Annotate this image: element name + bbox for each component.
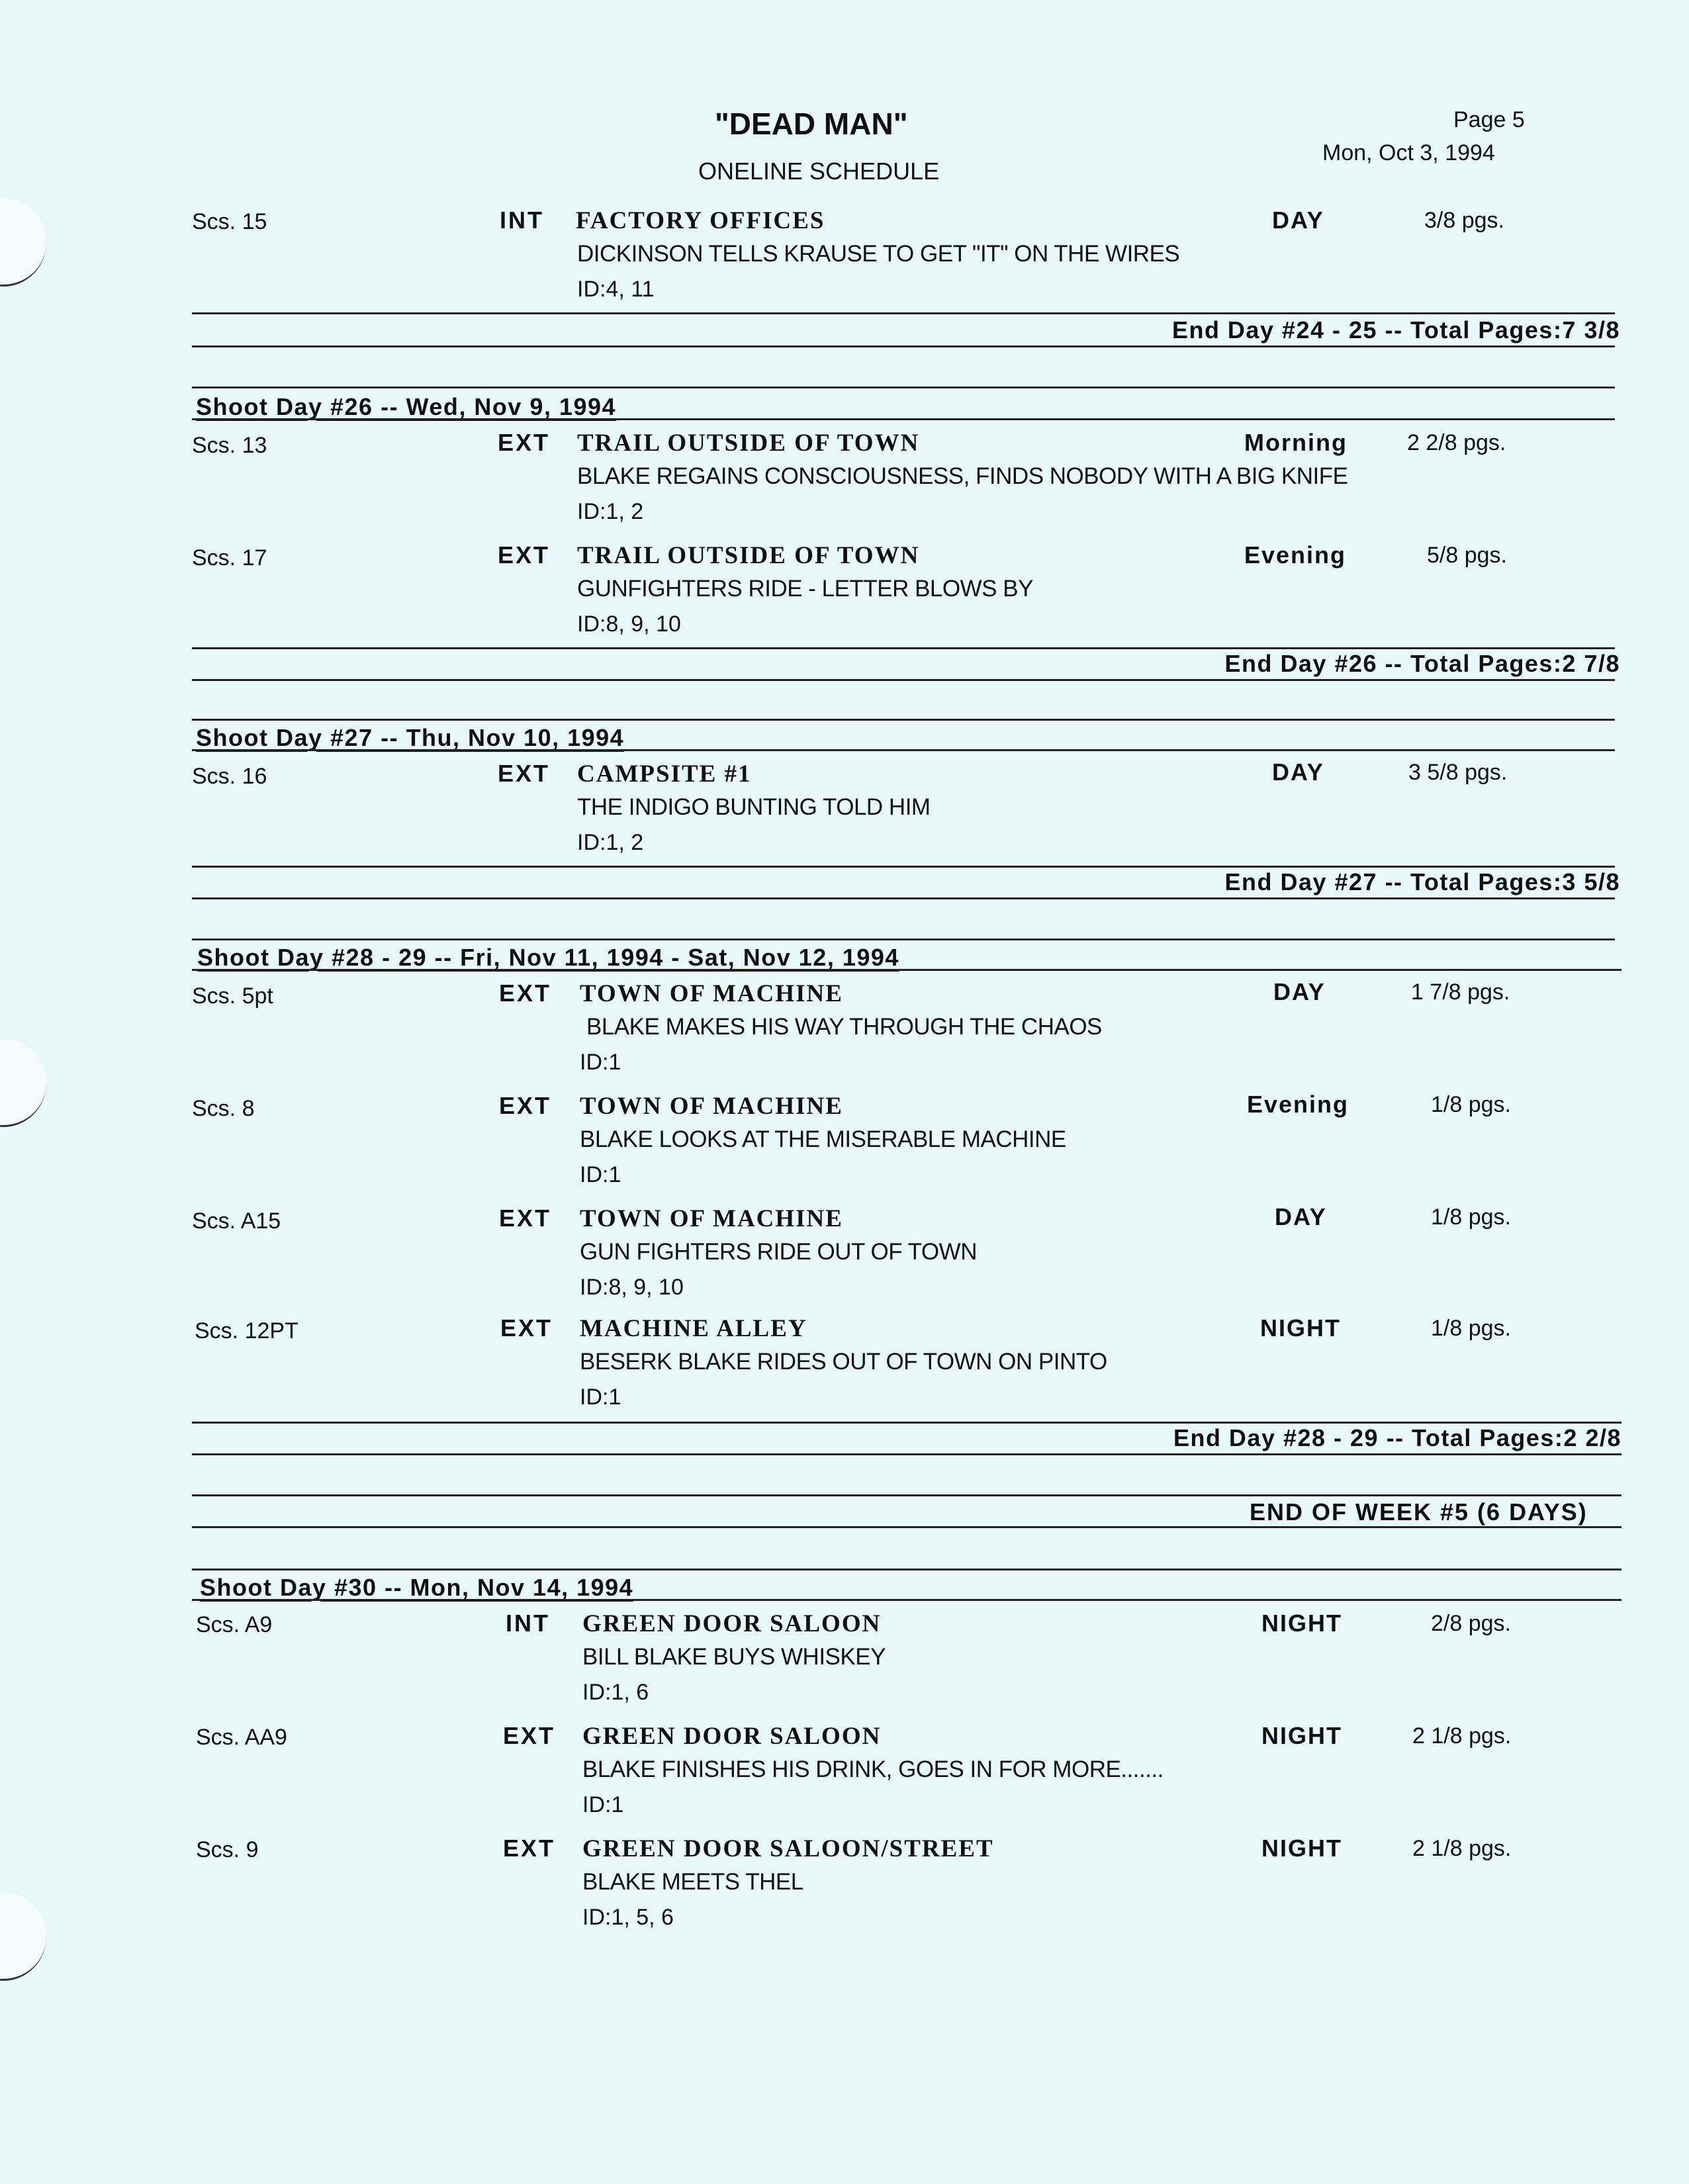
page-count: 1/8 pgs. <box>1431 1092 1511 1117</box>
end-of-week-summary: END OF WEEK #5 (6 DAYS) <box>1250 1498 1588 1525</box>
scene-number: Scs. A15 <box>192 1208 281 1234</box>
scene-number: Scs. 5pt <box>192 983 273 1009</box>
int-ext: EXT <box>499 1205 552 1232</box>
time-of-day: NIGHT <box>1260 1314 1341 1342</box>
time-of-day: NIGHT <box>1261 1835 1342 1862</box>
time-of-day: DAY <box>1272 758 1324 786</box>
scene-number: Scs. AA9 <box>196 1725 287 1750</box>
int-ext: EXT <box>498 760 551 787</box>
scene-number: Scs. 16 <box>192 764 267 789</box>
divider-line <box>192 719 1615 721</box>
scene-location: FACTORY OFFICES <box>576 207 825 234</box>
page-number: Page 5 <box>1453 107 1525 132</box>
scene-number: Scs. 17 <box>192 545 267 570</box>
scene-number: Scs. 9 <box>196 1837 259 1862</box>
shoot-day-header: Shoot Day #30 -- Mon, Nov 14, 1994 <box>200 1574 634 1601</box>
cast-ids: ID:8, 9, 10 <box>580 1275 684 1300</box>
end-day-summary: End Day #27 -- Total Pages:3 5/8 <box>1224 868 1620 895</box>
document-subtitle: ONELINE SCHEDULE <box>698 158 940 185</box>
cast-ids: ID:1 <box>580 1385 621 1410</box>
divider-line <box>192 647 1615 649</box>
time-of-day: NIGHT <box>1261 1722 1342 1749</box>
page-count: 3/8 pgs. <box>1424 208 1504 233</box>
time-of-day: DAY <box>1272 206 1324 234</box>
divider-line <box>192 1526 1621 1528</box>
int-ext: EXT <box>499 1092 552 1119</box>
int-ext: EXT <box>500 1314 553 1342</box>
document-date: Mon, Oct 3, 1994 <box>1322 140 1495 165</box>
time-of-day: NIGHT <box>1261 1610 1342 1637</box>
end-day-summary: End Day #26 -- Total Pages:2 7/8 <box>1224 650 1620 677</box>
page-count: 1/8 pgs. <box>1431 1205 1511 1230</box>
time-of-day: Morning <box>1244 429 1347 456</box>
cast-ids: ID:1 <box>580 1162 621 1187</box>
cast-ids: ID:1, 2 <box>577 499 644 524</box>
document-title: "DEAD MAN" <box>715 107 908 141</box>
scene-location: TOWN OF MACHINE <box>580 1093 843 1120</box>
divider-line <box>192 1422 1621 1424</box>
scene-description: THE INDIGO BUNTING TOLD HIM <box>577 794 931 820</box>
time-of-day: DAY <box>1273 978 1326 1005</box>
cast-ids: ID:1, 6 <box>582 1680 649 1705</box>
time-of-day: Evening <box>1247 1091 1349 1118</box>
divider-line <box>192 1494 1621 1496</box>
scene-description: BLAKE LOOKS AT THE MISERABLE MACHINE <box>580 1126 1066 1152</box>
cast-ids: ID:1, 2 <box>577 830 644 855</box>
end-day-summary: End Day #24 - 25 -- Total Pages:7 3/8 <box>1171 316 1620 343</box>
cast-ids: ID:1 <box>580 1050 621 1075</box>
divider-line <box>192 1453 1621 1455</box>
scene-location: TRAIL OUTSIDE OF TOWN <box>577 430 920 457</box>
scene-number: Scs. A9 <box>196 1612 273 1637</box>
int-ext: EXT <box>498 541 551 569</box>
int-ext: EXT <box>503 1835 556 1862</box>
scene-description: BLAKE MEETS THEL <box>582 1869 803 1895</box>
scene-location: GREEN DOOR SALOON <box>582 1610 882 1637</box>
divider-line <box>192 387 1615 388</box>
binder-hole <box>0 1039 46 1127</box>
divider-line <box>192 679 1615 681</box>
binder-hole <box>0 1893 46 1981</box>
divider-line <box>192 938 1615 940</box>
scene-description: GUNFIGHTERS RIDE - LETTER BLOWS BY <box>577 576 1033 602</box>
divider-line <box>192 345 1615 347</box>
scene-description: GUN FIGHTERS RIDE OUT OF TOWN <box>580 1239 977 1265</box>
scene-location: MACHINE ALLEY <box>580 1315 807 1342</box>
scene-location: TOWN OF MACHINE <box>580 980 843 1007</box>
scene-location: TRAIL OUTSIDE OF TOWN <box>577 542 920 569</box>
scene-description: BLAKE FINISHES HIS DRINK, GOES IN FOR MORE....... <box>582 1756 1164 1782</box>
scene-number: Scs. 12PT <box>195 1318 298 1343</box>
divider-line <box>192 969 1621 971</box>
int-ext: INT <box>500 206 544 234</box>
scene-description: BILL BLAKE BUYS WHISKEY <box>582 1644 886 1670</box>
int-ext: EXT <box>498 429 551 456</box>
shoot-day-header: Shoot Day #26 -- Wed, Nov 9, 1994 <box>196 393 617 420</box>
divider-line <box>192 749 1615 751</box>
scene-number: Scs. 15 <box>192 209 267 234</box>
cast-ids: ID:4, 11 <box>577 277 655 302</box>
scene-location: CAMPSITE #1 <box>577 760 752 788</box>
page-count: 2 1/8 pgs. <box>1412 1836 1512 1861</box>
cast-ids: ID:1, 5, 6 <box>582 1905 674 1930</box>
int-ext: INT <box>506 1610 550 1637</box>
page-count: 3 5/8 pgs. <box>1408 760 1508 785</box>
scene-location: TOWN OF MACHINE <box>580 1205 843 1232</box>
scene-number: Scs. 13 <box>192 433 267 458</box>
int-ext: EXT <box>499 979 552 1007</box>
scene-location: GREEN DOOR SALOON/STREET <box>582 1835 994 1862</box>
page-count: 2 2/8 pgs. <box>1407 430 1506 455</box>
page-count: 5/8 pgs. <box>1427 543 1507 568</box>
time-of-day: DAY <box>1275 1203 1327 1230</box>
page-count: 2/8 pgs. <box>1431 1611 1511 1636</box>
scene-description: BLAKE REGAINS CONSCIOUSNESS, FINDS NOBODY WITH A BIG KNIFE <box>577 463 1348 489</box>
scene-description: DICKINSON TELLS KRAUSE TO GET "IT" ON THE WIRES <box>577 241 1180 267</box>
divider-line <box>192 312 1615 314</box>
cast-ids: ID:8, 9, 10 <box>577 612 681 637</box>
end-day-summary: End Day #28 - 29 -- Total Pages:2 2/8 <box>1173 1424 1621 1451</box>
divider-line <box>192 1569 1621 1570</box>
int-ext: EXT <box>503 1722 556 1749</box>
divider-line <box>192 1599 1621 1601</box>
scene-description: BLAKE MAKES HIS WAY THROUGH THE CHAOS <box>586 1014 1102 1040</box>
binder-hole <box>0 199 46 287</box>
time-of-day: Evening <box>1244 541 1347 569</box>
page-count: 2 1/8 pgs. <box>1412 1723 1512 1749</box>
page-count: 1/8 pgs. <box>1431 1316 1511 1341</box>
cast-ids: ID:1 <box>582 1792 624 1817</box>
scene-description: BESERK BLAKE RIDES OUT OF TOWN ON PINTO <box>580 1349 1107 1375</box>
divider-line <box>192 418 1615 420</box>
scene-number: Scs. 8 <box>192 1096 255 1121</box>
page-count: 1 7/8 pgs. <box>1411 979 1510 1005</box>
divider-line <box>192 866 1615 868</box>
divider-line <box>192 897 1615 899</box>
shoot-day-header: Shoot Day #27 -- Thu, Nov 10, 1994 <box>196 724 625 751</box>
shoot-day-header: Shoot Day #28 - 29 -- Fri, Nov 11, 1994 - Sat, Nov 12, 1994 <box>197 944 899 971</box>
scene-location: GREEN DOOR SALOON <box>582 1723 882 1750</box>
